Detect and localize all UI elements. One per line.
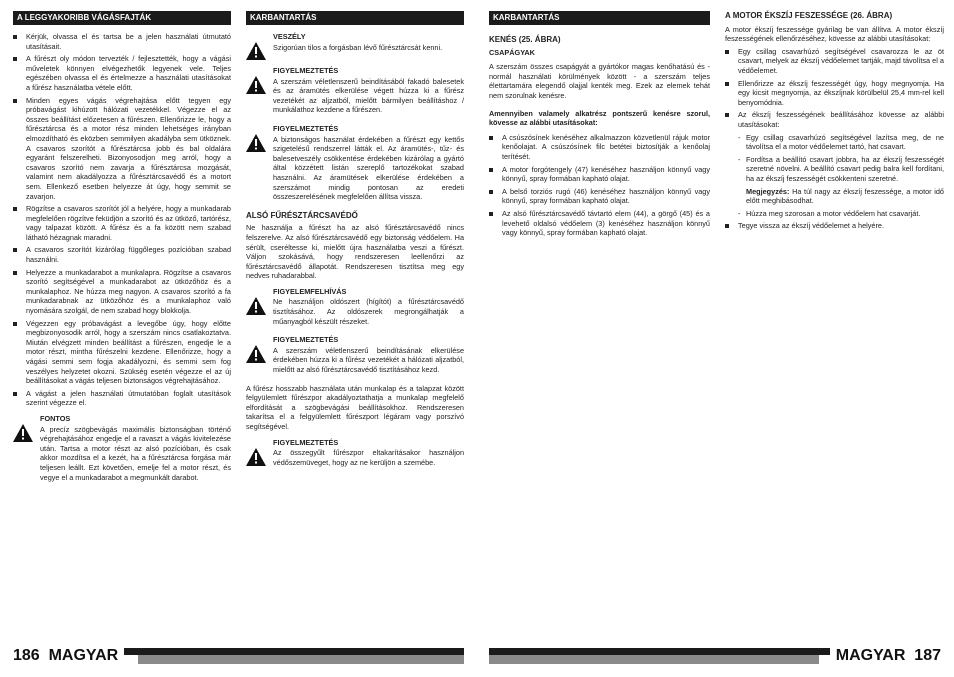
page-number-left [13,648,124,664]
page-number: 187 [914,647,941,664]
warning-triangle-icon [246,438,273,471]
list-item: Helyezze a munkadarabot a munkalapra. Rögzítse a csavaros szorító segítségével a munkadarabot az ütközőhöz és a munkalaphoz. Ne húzza meg nagyon. A csavaros szorító a fa munkadarabnak az ütközőhöz és a munkalaphoz való nyomására szolgál, de nem szabad hogy blokkolja. [13,268,231,316]
list-item: Végezzen egy próbavágást a levegőbe úgy, hogy előtte megbizonyosodik arról, hogy a szerszám nincs csatlakoztatva. Miután elvégzett minden beállítást a fűrészen, engedje le a motor részt, mintha fűrészelni kezdene. Ellenőrizze, hogy a vágási semmi sem fogja akadályozni, és semmi sem fog veszélyes helyzetet okozni. Szükség esetén végezze el az új beállításokat a vágás teljesen biztonságos végrehajtásához. [13,319,231,386]
column-right-1 [489,11,710,241]
warning-title: FONTOS [40,413,71,423]
warning-text: A szerszám véletlenszerű beindításának elkerülése érdekében húzza ki a fűrész vezetékét a hálózati aljzatból, mielőtt az alsó fűrésztárcsavédő tisztításához kezd. [273,345,464,375]
warning-text: Az összegyűlt fűrészpor eltakarításakor használjon védőszemüveget, hogy az ne kerüljön a szemébe. [273,448,464,467]
section-title-lower-guard: ALSÓ FŰRÉSZTÁRCSAVÉDŐ [246,210,358,220]
warning-triangle-icon [246,32,273,60]
belt-tension-list [725,47,944,130]
footer-bar [489,655,819,664]
attention-notice [246,287,464,329]
list-item: Kérjük, olvassa el és tartsa be a jelen használati útmutató utasításait. [13,32,231,51]
list-item: Rögzítse a csavaros szorítót jól a helyére, hogy a munkadarab megfelelően rögzítve feküdjön a szorító és az ütköző, tartórész, vagy talpazat között. A fűrész és a fa között nem szabad látható hézagnak maradni. [13,204,231,242]
list-item: Tegye vissza az ékszíj védőelemet a helyére. [725,221,944,231]
warning-title: FIGYELMEZTETÉS [273,335,339,345]
list-item: A vágást a jelen használati útmutatóban foglalt utasítások szerint végezze el. [13,389,231,408]
warning-title: FIGYELMEZTETÉS [273,437,339,447]
list-item: A csavaros szorítót kizárólag függőleges pozícióban szabad használni. [13,245,231,264]
section-header-maintenance: KARBANTARTÁS [489,11,710,25]
section-header-cutting-types: A LEGGYAKORIBB VÁGÁSFAJTÁK [13,11,231,25]
list-item: - Egy csillag csavarhúzó segítségével lazítsa meg, de ne távolítsa el a motor védőelemet tartó, hat csavart. [738,133,944,152]
important-notice [13,414,231,485]
adjustment-steps-list [738,133,944,184]
list-item: A motor forgótengely (47) kenéséhez használjon könnyű vagy könnyű, spray formában kapható olajat. [489,165,710,184]
warning-title: FIGYELEMFELHÍVÁS [273,286,347,296]
warning-text: A szerszám véletlenszerű beindításából fakadó balesetek és az áramütés elkerülése végett húzza ki a fűrész vezetékét az aljzatból, mielőtt bármilyen beállításhoz / munkálathoz kezdene a fűrészen. [273,76,464,115]
footer-bar [138,655,464,664]
note-label: Megjegyzés: [746,186,790,196]
paragraph: A fűrész hosszabb használata után munkalap és a talapzat között felgyülemlett fűrészpor akadályoztathatja a munkalap megfelelő elfordítását a szögbevágási beállításokhoz. Rendszeresen takarítsa el a felgyülemlett fűrészport légáram vagy porszívó segítségével. [246,383,464,431]
paragraph: Amennyiben valamely alkatrész pontszerű kenésre szorul, kövesse az alábbi utasításokat: [489,108,710,128]
list-item: Az alsó fűrésztárcsavédő távtartó elem (44), a görgő (45) és a levehető oldalsó védőelem (3) kenéséhez használjon könnyű vagy könnyű, spray formában kapható olajat. [489,209,710,238]
column-left-2 [246,11,464,474]
lubrication-list [489,133,710,238]
adjustment-steps-list [738,209,944,219]
list-item: A fűrészt oly módon tervezték / fejlesztették, hogy a vágási műveletek könnyen elvégezhetők legyenek vele. Teljes egészében olvassa el és értelmezze a használati utasításokat a fűrész használatba vétele előtt. [13,54,231,92]
warning-text: Ne használjon oldószert (hígítót) a fűrésztárcsavédő tisztításához. Az oldószerek megrongálhatják a műanyagból készült részeket. [273,297,464,326]
warning-text: A biztonságos használat érdekében a fűrészt egy kettős szigetelésű rendszerrel látták el. Az áramütés-, tűz- és balesetveszély csökkentése érdekében kizárólag a gyártó által közzétett listán szereplő tartozékokat szabad használni. Az áramütések elkerülése érdekében a szerszámot mindig pontosan az eredeti összeszerelésének megfelelően állítsa vissza. [273,134,464,202]
warning-text: A precíz szögbevágás maximális biztonságban történő végrehajtásához engedje el a ravaszt a vágás kivitelezése után. Tartsa a motor részt az alsó pozícióban, és csak akkor mozdítsa el a kezét, ha a fűrésztárcsa forgása már teljesen leállt. Ezt követően, emelje fel a motor részt, és vegye el a munkadarabot a megmunkált darabot. [40,424,231,482]
cutting-instructions-list [13,32,231,408]
column-left-1 [13,11,231,489]
list-item: A csúszósínek kenéséhez alkalmazzon közvetlenül rájuk motor kenőolajat. A csúszósínek filc betétei biztosítják a kenőolaj terítését. [489,133,710,162]
list-item: Az ékszíj feszességének beállításához kövesse az alábbi utasításokat: [725,110,944,129]
list-item: Egy csillag csavarhúzó segítségével csavarozza le az öt csavart, melyek az ékszíj védőelemet tartják, majd távolítsa el a védőelemet. [725,47,944,76]
belt-tension-list [725,221,944,231]
warning-triangle-icon [246,287,273,329]
page-number-right [830,648,941,664]
warning-title: FIGYELMEZTETÉS [273,123,339,133]
warning-triangle-icon [246,335,273,377]
paragraph: A szerszám összes csapágyát a gyártókor magas kenőhatású és - normál használati körülmények között - a szerszám teljes élettartamára elegendő olajjal kenték meg. Ezek az elemek tehát nem szorulnak kenésre. [489,62,710,100]
warning-text: Szigorúan tilos a forgásban lévő fűrésztárcsát kenni. [273,42,443,52]
column-right-2 [725,11,944,234]
list-item: - Fordítsa a beállító csavart jobbra, ha az ékszíj feszességét szeretné növelni. A beállító csavart pedig balra kell fordítani, ha az ékszíj feszességét csökkenteni szeretné. [738,155,944,184]
warning-triangle-icon [13,414,40,485]
caution-notice [246,335,464,377]
danger-notice [246,32,464,60]
warning-triangle-icon [246,66,273,118]
warning-title: FIGYELMEZTETÉS [273,66,339,75]
list-item: Minden egyes vágás végrehajtása előtt tegyen egy próbavágást kihúzott hálózati vezetékkel. Végezze el az összes beállítást előzetesen a fűrészen. Ellenőrizze le, hogy a fűrésztárcsa és a motor rész minden lehetséges irányban elmozdítható és eközben semmilyen akadályba sem ütköznek. A csavaros szorítót a fűrésztárcsa jobb és bal oldalára egyaránt felszerelheti. Bizonyosodjon meg arról, hogy a csavaros szorító nem zavarja a fűrésztárcsa mozgását, valamint nem akadályozza a fűrésztárcsavédő és a motort sem. Ellenkező esetben helyezze át úgy, hogy semmit se zavarjon. [13,96,231,202]
caution-notice [246,124,464,205]
list-item: A belső torziós rugó (46) kenéséhez használjon könnyű vagy könnyű, spray formában kapható olajat. [489,187,710,206]
warning-triangle-icon [246,124,273,205]
list-item: - Húzza meg szorosan a motor védőelem hat csavarját. [738,209,944,219]
page-number: 186 [13,647,40,664]
paragraph: A motor ékszíj feszessége gyárilag be van állítva. A motor ékszíj feszességének ellenőrzéséhez, kövesse az alábbi utasításokat: [725,24,944,44]
section-header-maintenance: KARBANTARTÁS [246,11,464,25]
paragraph: Ne használja a fűrészt ha az alsó fűrésztárcsavédő nincs felszerelve. Az alsó fűrésztárcsavédő egy biztonság védőelem. Ha sérült, cseréltesse ki, mielőtt újra használatba veszi a fűrészt. Váljon szokásává, hogy rendszeresen leellenőrzi az fűrésztárcsavédő állapotát. Rendszeresen tisztítsa meg egy nedves ruhadarabbal. [246,223,464,281]
section-title-belt-tension: A MOTOR ÉKSZÍJ FESZESSÉGE (26. ÁBRA) [725,11,893,20]
list-item: Ellenőrizze az ékszíj feszességét úgy, hogy megnyomja. Ha egy kicsit megnyomja, az ékszíjnak körülbelül 25,4 mm-rel kell benyomódnia. [725,79,944,108]
note-text: Ha túl nagy az ékszíj feszessége, a motor idő előtt meghibásodhat. [746,186,944,206]
language-label: MAGYAR [835,647,906,664]
language-label: MAGYAR [48,647,119,664]
caution-notice [246,438,464,471]
page-footer-left [13,648,464,664]
subsection-title-bearings: CSAPÁGYAK [489,47,535,57]
page-footer-right [489,648,941,664]
caution-notice [246,66,464,118]
note [746,187,944,206]
warning-title: VESZÉLY [273,32,306,41]
section-title-lubrication: KENÉS (25. ÁBRA) [489,35,561,44]
